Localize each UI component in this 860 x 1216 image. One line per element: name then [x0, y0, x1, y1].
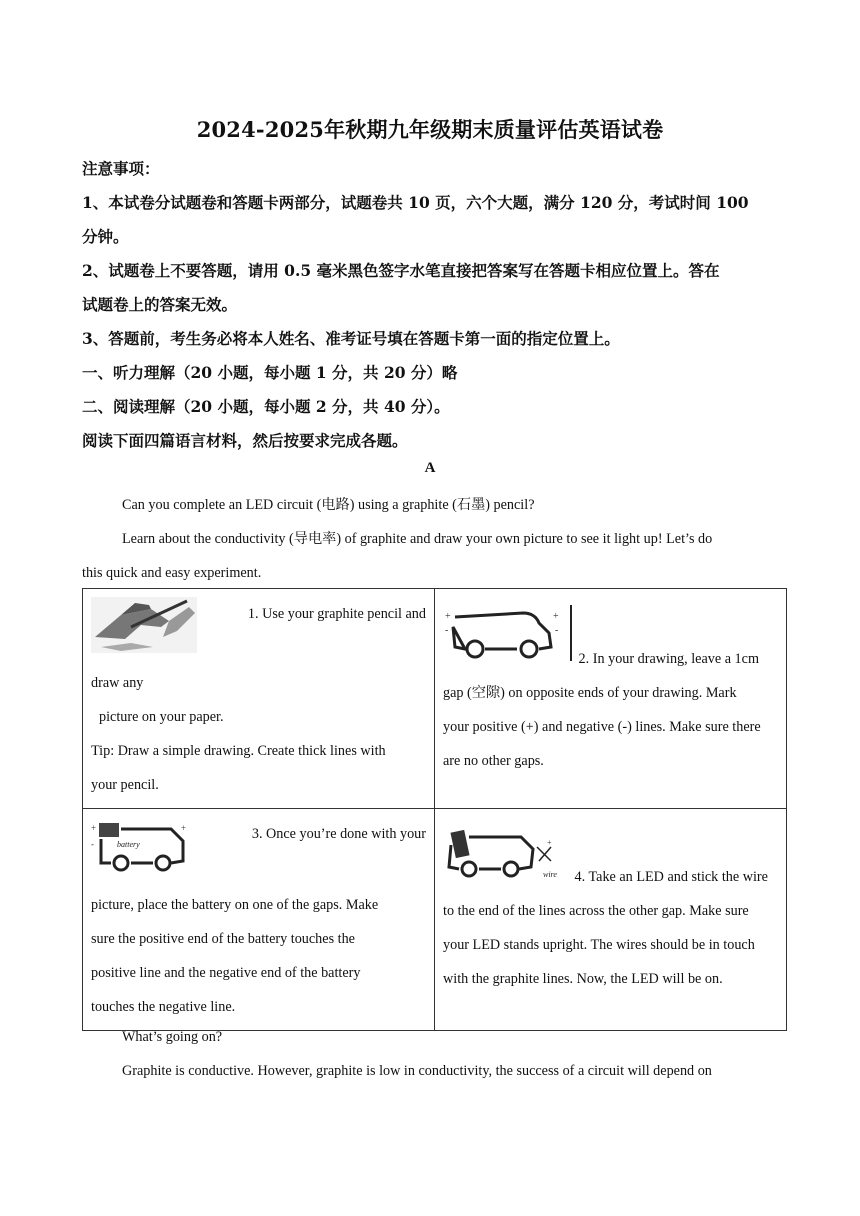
- svg-text:-: -: [555, 625, 559, 636]
- step-3-cell: [83, 809, 435, 1031]
- svg-text:+: +: [91, 823, 97, 833]
- intro-line-2: Learn about the conductivity (导电率) of graphite and draw your own picture to see it light up! Let’s do: [122, 531, 713, 547]
- notes-heading: 注意事项：: [82, 159, 160, 178]
- note-line-5: 3、答题前，考生务必将本人姓名、准考证号填在答题卡第一面的指定位置上。: [82, 329, 620, 348]
- step-4-text-d: with the graphite lines. Now, the LED will be on.: [443, 971, 723, 987]
- step-2-text-b: gap (空隙) on opposite ends of your drawing. Mark: [443, 685, 737, 701]
- step-1-tip-end: your pencil.: [91, 777, 159, 793]
- step-3-text-e: touches the negative line.: [91, 999, 236, 1015]
- svg-text:+: +: [547, 838, 552, 847]
- note-line-1: 1、本试卷分试题卷和答题卡两部分，试题卷共 10 页，六个大题，满分 120 分，考试时间 100: [82, 193, 749, 212]
- battery-label: battery: [117, 840, 140, 849]
- car-drawing-image: [443, 603, 575, 676]
- step-4-text-c: your LED stands upright. The wires should be in touch: [443, 937, 755, 953]
- note-line-3: 2、试题卷上不要答题，请用 0.5 毫米黑色签字水笔直接把答案写在答题卡相应位置上。答在: [82, 261, 720, 280]
- section-reading: 二、阅读理解（20 小题，每小题 2 分，共 40 分）。: [82, 397, 450, 416]
- step-1-text-a: 1. Use your graphite pencil and: [247, 606, 426, 622]
- step-4-cell: [435, 809, 787, 1031]
- note-line-4: 试题卷上的答案无效。: [82, 295, 238, 314]
- step-3-text-c: sure the positive end of the battery touches the: [91, 931, 355, 947]
- svg-text:+: +: [445, 611, 451, 622]
- svg-text:-: -: [445, 625, 449, 636]
- step-3-text-d: positive line and the negative end of the battery: [91, 965, 361, 981]
- intro-line-3: this quick and easy experiment.: [82, 565, 262, 581]
- step-3-text-a: 3. Once you’re done with your: [251, 826, 426, 842]
- step-1-text-b: draw any: [91, 675, 144, 691]
- battery-car-image: [91, 817, 189, 888]
- step-1-text-c: picture on your paper.: [99, 709, 224, 725]
- step-3-text-b: picture, place the battery on one of the gaps. Make: [91, 897, 379, 913]
- passage-label: A: [424, 460, 436, 476]
- hand-drawing-image: [91, 597, 197, 666]
- whats-going-on: What’s going on?: [122, 1029, 223, 1045]
- led-car-image: [443, 827, 571, 894]
- step-2-text-a: 2. In your drawing, leave a 1cm: [578, 651, 759, 667]
- step-2-cell: [435, 589, 787, 809]
- step-2-text-c: your positive (+) and negative (-) lines. Make sure there: [443, 719, 761, 735]
- section-listening: 一、听力理解（20 小题，每小题 1 分，共 20 分）略: [82, 363, 458, 382]
- step-4-text-b: to the end of the lines across the other gap. Make sure: [443, 903, 749, 919]
- svg-text:-: -: [91, 839, 94, 849]
- reading-instruction: 阅读下面四篇语言材料，然后按要求完成各题。: [82, 431, 408, 450]
- note-line-2: 分钟。: [82, 227, 129, 246]
- step-4-text-a: 4. Take an LED and stick the wire: [574, 869, 768, 885]
- explanation-line: Graphite is conductive. However, graphite is low in conductivity, the success of a circuit will depend on: [122, 1063, 712, 1079]
- svg-text:+: +: [181, 823, 187, 833]
- step-2-text-d: are no other gaps.: [443, 753, 544, 769]
- step-1-tip: Tip: Draw a simple drawing. Create thick lines with: [91, 743, 386, 759]
- steps-table: [82, 588, 787, 1031]
- svg-text:+: +: [553, 611, 559, 622]
- exam-title: 2024-2025年秋期九年级期末质量评估英语试卷: [196, 117, 664, 142]
- step-1-cell: [83, 589, 435, 809]
- wire-label: wire: [543, 870, 557, 879]
- intro-line-1: Can you complete an LED circuit (电路) using a graphite (石墨) pencil?: [122, 497, 535, 513]
